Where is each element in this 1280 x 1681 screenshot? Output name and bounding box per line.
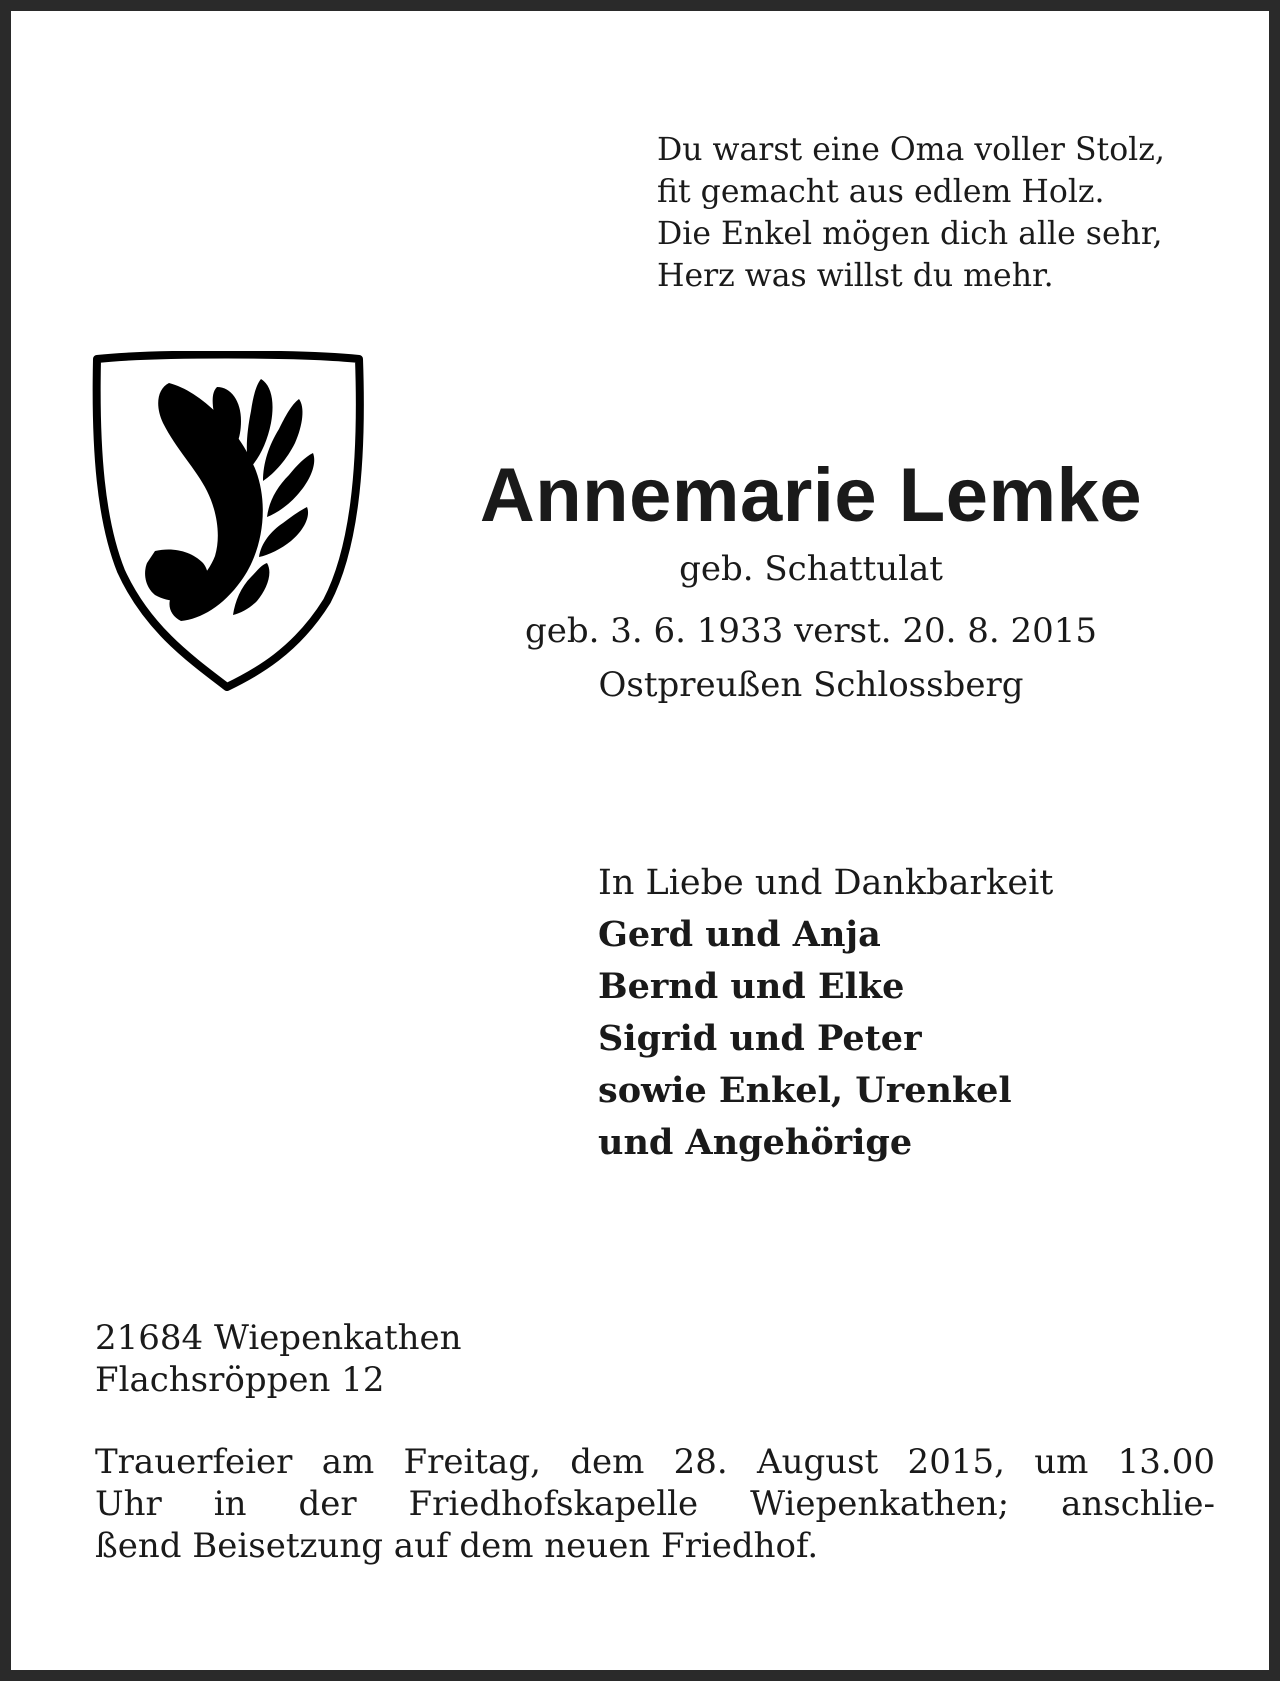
mourners-intro: In Liebe und Dankbarkeit	[598, 863, 1054, 903]
elk-antler-coat-of-arms-icon	[91, 351, 367, 691]
funeral-line: Uhr in der Friedhofskapelle Wiepenkathen; anschlie-	[95, 1484, 1215, 1524]
funeral-line: ßend Beisetzung auf dem neuen Friedhof.	[95, 1526, 819, 1566]
address-line: Flachsröppen 12	[95, 1360, 385, 1400]
funeral-line: Trauerfeier am Freitag, dem 28. August 2015, um 13.00	[95, 1442, 1215, 1482]
address	[95, 1317, 795, 1401]
maiden-name: geb. Schattulat	[679, 549, 943, 589]
poem-line: fit gemacht aus edlem Holz.	[657, 174, 1105, 210]
poem	[657, 129, 1217, 297]
origin: Ostpreußen Schlossberg	[598, 665, 1024, 705]
mourner-name: Bernd und Elke	[598, 966, 905, 1007]
poem-line: Herz was willst du mehr.	[657, 258, 1054, 294]
address-line: 21684 Wiepenkathen	[95, 1318, 462, 1358]
mourner-name: Sigrid und Peter	[598, 1018, 922, 1059]
deceased-name: Annemarie Lemke	[479, 453, 1143, 538]
poem-line: Die Enkel mögen dich alle sehr,	[657, 216, 1163, 252]
mourner-name: sowie Enkel, Urenkel	[598, 1070, 1012, 1111]
mourner-name: und Angehörige	[598, 1122, 913, 1163]
mourners	[598, 857, 1238, 1169]
mourner-name: Gerd und Anja	[598, 914, 881, 955]
life-dates: geb. 3. 6. 1933 verst. 20. 8. 2015	[524, 611, 1098, 651]
funeral-info	[95, 1441, 1215, 1567]
poem-line: Du warst eine Oma voller Stolz,	[657, 132, 1165, 168]
